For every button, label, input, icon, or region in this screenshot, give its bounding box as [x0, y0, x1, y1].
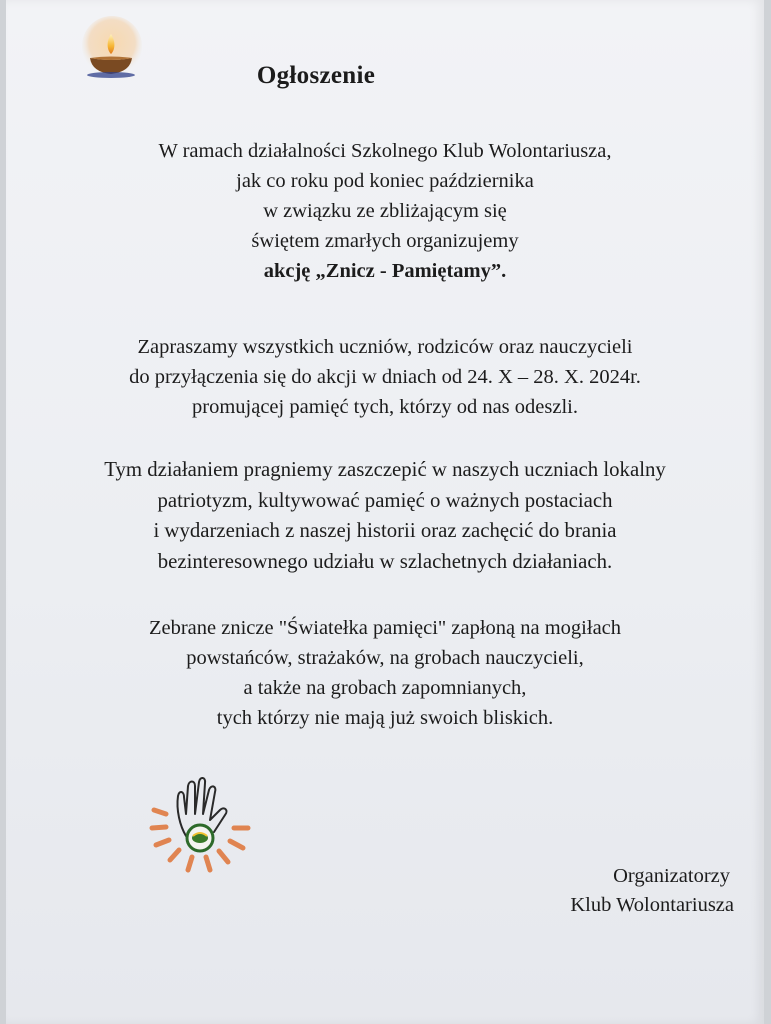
goal-line: i wydarzeniach z naszej historii oraz zachęcić do brania — [153, 519, 617, 542]
candle-icon — [76, 14, 144, 82]
intro-line: świętem zmarłych organizujemy — [251, 230, 519, 252]
announcement-page — [6, 0, 764, 1024]
page-title: Ogłoszenie — [256, 62, 376, 89]
volunteer-hand-logo — [146, 770, 256, 880]
intro-line: w związku ze zbliżającym się — [263, 200, 507, 222]
invitation-line: promującej pamięć tych, którzy od nas odeszli. — [192, 396, 578, 418]
intro-line: jak co roku pod koniec października — [236, 170, 534, 192]
signature-block — [570, 862, 734, 920]
goal-line: bezinteresownego udziału w szlachetnych działaniach. — [157, 549, 613, 573]
intro-line: W ramach działalności Szkolnego Klub Wolontariusza, — [158, 140, 612, 162]
collected-line: Zebrane znicze "Światełka pamięci" zapłoną na mogiłach — [148, 617, 622, 639]
campaign-name: akcję „Znicz - Pamiętamy”. — [263, 260, 507, 282]
signature-role: Organizatorzy — [613, 865, 730, 887]
intro-paragraph — [6, 136, 764, 286]
collected-line: powstańców, strażaków, na grobach nauczycieli, — [186, 647, 584, 669]
invitation-paragraph — [6, 332, 764, 422]
goal-line: patriotyzm, kultywować pamięć o ważnych postaciach — [157, 488, 613, 512]
signature-organization: Klub Wolontariusza — [570, 894, 734, 916]
goal-line: Tym działaniem pragniemy zaszczepić w naszych uczniach lokalny — [104, 458, 666, 481]
collected-line: a także na grobach zapomnianych, — [243, 677, 527, 699]
collected-candles-paragraph — [6, 613, 764, 733]
collected-line: tych którzy nie mają już swoich bliskich. — [216, 707, 554, 729]
goal-paragraph — [6, 455, 764, 577]
invitation-line: Zapraszamy wszystkich uczniów, rodziców oraz nauczycieli — [137, 336, 633, 358]
invitation-line: do przyłączenia się do akcji w dniach od 24. X – 28. X. 2024r. — [129, 366, 641, 388]
